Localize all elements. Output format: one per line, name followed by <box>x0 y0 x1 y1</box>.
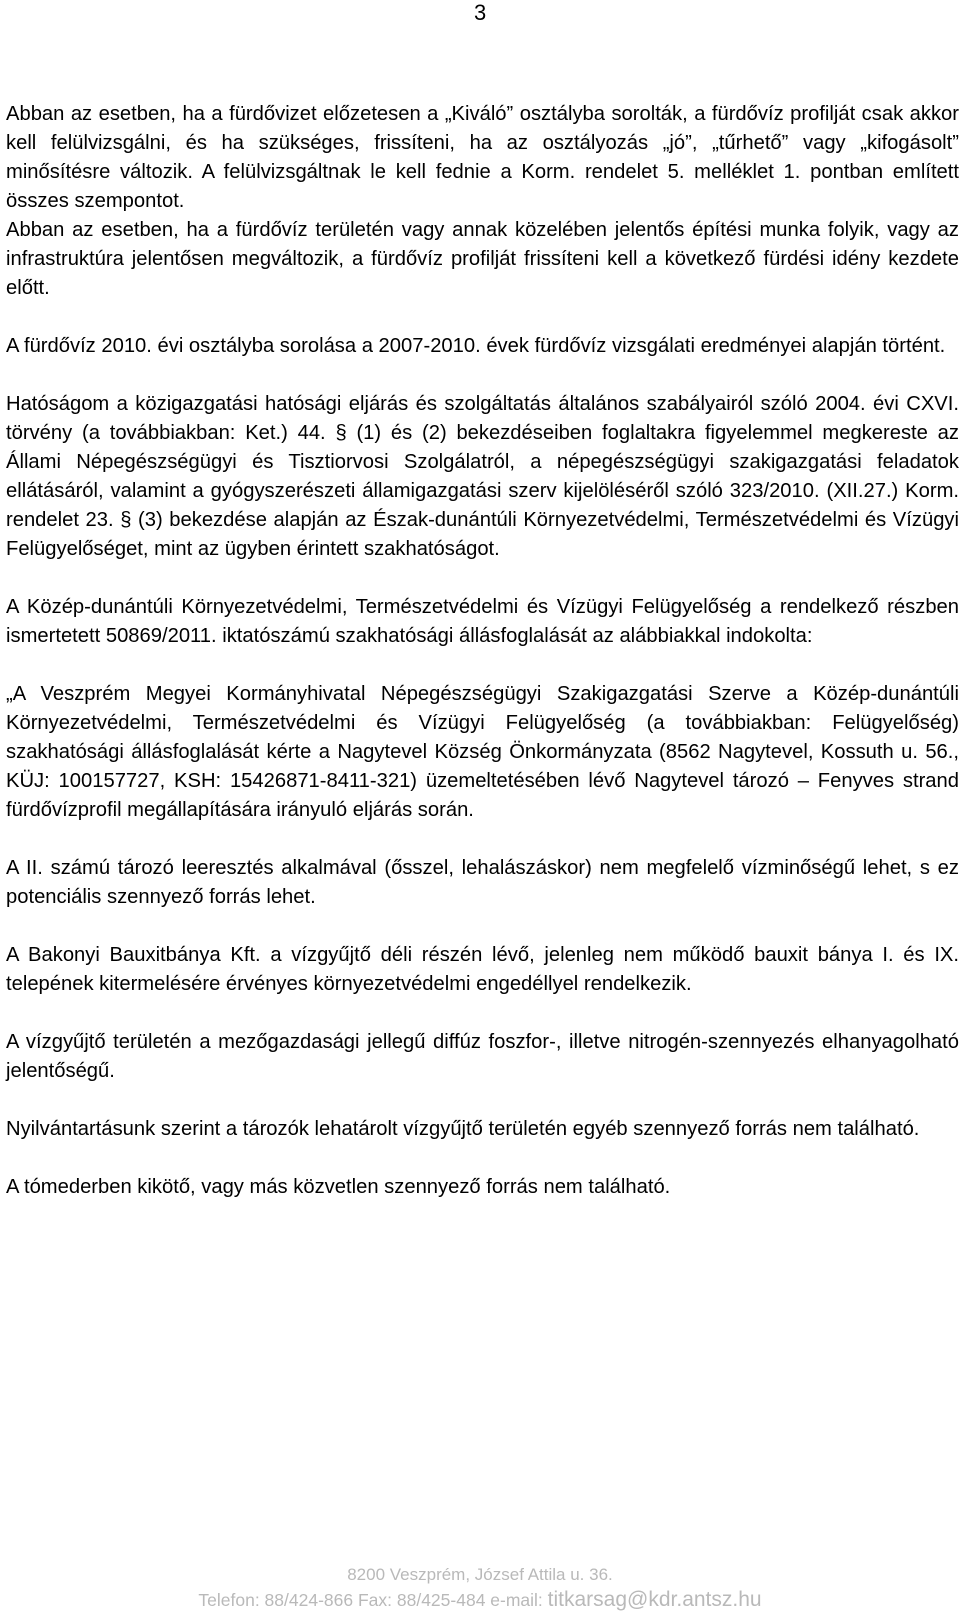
document-body <box>6 100 959 1202</box>
footer-address: 8200 Veszprém, József Attila u. 36. <box>347 1565 613 1584</box>
paragraph-lakebed: A tómederben kikötő, vagy más közvetlen szennyező forrás nem található. <box>6 1176 671 1198</box>
paragraph-construction-update: Abban az esetben, ha a fürdővíz területén vagy annak közelében jelentős építési munka folyik, vagy az infrastruktúra jelentősen megváltozik, a fürdővíz profilját frissíteni kell a következő fürdési idény kezdete előtt. <box>6 219 959 299</box>
paragraph-profile-review: Abban az esetben, ha a fürdővizet előzetesen a „Kiváló” osztályba sorolták, a fürdővíz profilját csak akkor kell felülvizsgálni, és ha szükséges, frissíteni, ha az osztályozás „jó”, „tűrhető” vagy „kifogásolt” minősítésre változik. A felülvizsgáltnak le kell fednie a Korm. rendelet 5. melléklet 1. pontban említett összes szempontot. <box>6 103 959 212</box>
paragraph-bauxite-mine: A Bakonyi Bauxitbánya Kft. a vízgyűjtő déli részén lévő, jelenleg nem működő bauxit bánya I. és IX. telepének kitermelésére érvényes környezetvédelmi engedéllyel rendelkezik. <box>6 944 959 995</box>
paragraph-classification: A fürdővíz 2010. évi osztályba sorolása a 2007-2010. évek fürdővíz vizsgálati eredményei alapján történt. <box>6 335 946 357</box>
footer-contact-text: Telefon: 88/424-866 Fax: 88/425-484 e-mail: <box>198 1590 548 1610</box>
paragraph-agricultural-pollution: A vízgyűjtő területén a mezőgazdasági jellegű diffúz foszfor-, illetve nitrogén-szennyezés elhanyagolható jelentőségű. <box>6 1031 959 1082</box>
paragraph-no-other-sources: Nyilvántartásunk szerint a tározók lehatárolt vízgyűjtő területén egyéb szennyező forrás nem található. <box>6 1118 920 1140</box>
paragraph-quoted-request: „A Veszprém Megyei Kormányhivatal Népegészségügyi Szakigazgatási Szerve a Közép-dunántúli Környezetvédelmi, Természetvédelmi és Vízügyi Felügyelőség (a továbbiakban: Felügyelőség) szakhatósági állásfoglalását kérte a Nagytevel Község Önkormányzata (8562 Nagytevel, Kossuth u. 56., KÜJ: 100157727, KSH: 15426871-8411-321) üzemeltetésében lévő Nagytevel tározó – Fenyves strand fürdővízprofil megállapítására irányuló eljárás során. <box>6 683 959 821</box>
footer-email-link[interactable]: titkarsag@kdr.antsz.hu <box>547 1588 762 1611</box>
paragraph-authority-request: Hatóságom a közigazgatási hatósági eljárás és szolgáltatás általános szabályairól szóló 2004. évi CXVI. törvény (a továbbiakban: Ket.) 44. § (1) és (2) bekezdéseiben foglaltakra figyelemmel megkereste az Állami Népegészségügyi és Tisztiorvosi Szolgálatról, a népegészségügyi szakigazgatási feladatok ellátásáról, valamint a gyógyszerészeti államigazgatási szerv kijelöléséről szóló 323/2010. (XII.27.) Korm. rendelet 23. § (3) bekezdése alapján az Észak-dunántúli Környezetvédelmi, Természetvédelmi és Vízügyi Felügyelőséget, mint az ügyben érintett szakhatóságot. <box>6 393 959 560</box>
paragraph-inspectorate-reasoning: A Közép-dunántúli Környezetvédelmi, Természetvédelmi és Vízügyi Felügyelőség a rendelkező részben ismertetett 50869/2011. iktatószámú szakhatósági állásfoglalását az alábbiakkal indokolta: <box>6 596 959 647</box>
page-number: 3 <box>474 0 487 25</box>
paragraph-reservoir-drain: A II. számú tározó leeresztés alkalmával (ősszel, lehalászáskor) nem megfelelő vízminőségű lehet, s ez potenciális szennyező forrás lehet. <box>6 857 959 908</box>
footer-contact <box>0 1588 960 1612</box>
